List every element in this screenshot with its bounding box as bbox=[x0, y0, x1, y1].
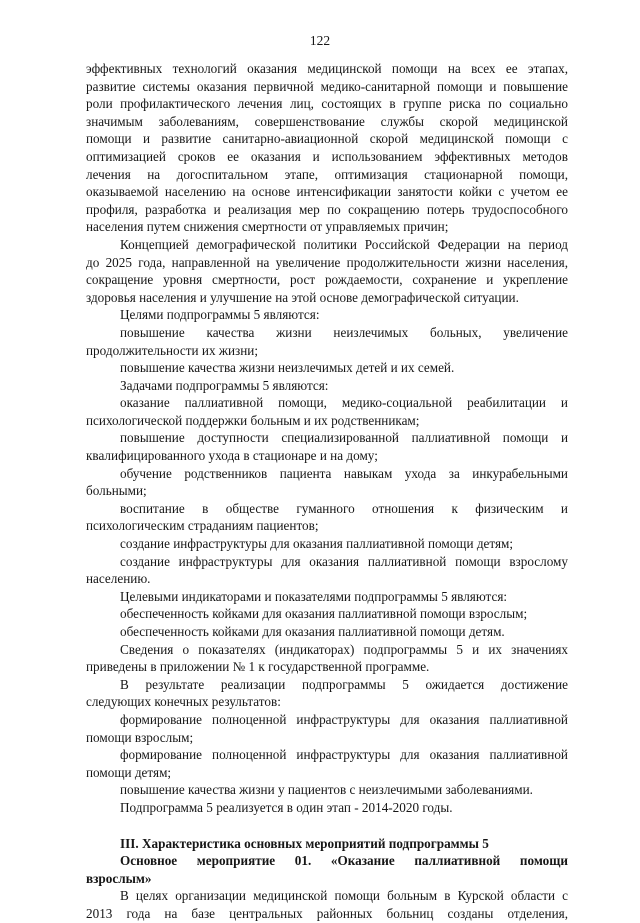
text-line: Концепцией демографической политики Российской Федерации на период bbox=[120, 236, 568, 252]
text-line: Сведения о показателях (индикаторах) подпрограммы 5 и их значениях bbox=[120, 641, 568, 657]
text-line: Целями подпрограммы 5 являются: bbox=[120, 307, 320, 323]
text-line: В результате реализации подпрограммы 5 ожидается достижение bbox=[120, 676, 568, 692]
text-line: оказываемой населению на основе интенсификации занятости койки с учетом ее bbox=[86, 184, 568, 200]
paragraph-gap bbox=[86, 817, 568, 835]
text-line: формирование полноценной инфраструктуры для оказания паллиативной bbox=[120, 711, 568, 727]
text-line: населения путем снижения смертности от управляемых причин; bbox=[86, 219, 449, 235]
text-line: значимым заболеваниям, совершенствование службы скорой медицинской bbox=[86, 113, 568, 129]
text-line: здоровья населения и улучшение на этой основе демографической ситуации. bbox=[86, 289, 519, 305]
text-line: сокращение уровня смертности, рост рождаемости, сохранение и укрепление bbox=[86, 272, 568, 288]
text-line: воспитание в обществе гуманного отношения к физическим и bbox=[120, 500, 568, 516]
text-line: повышение качества жизни неизлечимых детей и их семей. bbox=[120, 360, 455, 376]
text-line: населению. bbox=[86, 571, 151, 587]
text-line: до 2025 года, направленной на увеличение продолжительности жизни населения, bbox=[86, 254, 568, 270]
text-line: Подпрограмма 5 реализуется в один этап - 2014-2020 годы. bbox=[120, 799, 453, 815]
page-number: 122 bbox=[309, 33, 331, 48]
text-line: помощи и развитие санитарно-авиационной скорой медицинской помощи с bbox=[86, 131, 568, 147]
text-line: В целях организации медицинской помощи больным в Курской области с bbox=[120, 888, 568, 904]
section-heading-line: взрослым» bbox=[86, 870, 152, 886]
text-line: больными; bbox=[86, 483, 147, 499]
document-body bbox=[86, 60, 568, 923]
text-line: профиля, разработка и реализация мер по сокращению потерь трудоспособного bbox=[86, 201, 568, 217]
text-line: помощи детям; bbox=[86, 764, 172, 780]
text-line: развитие системы оказания первичной медико-санитарной помощи и повышение bbox=[86, 78, 568, 94]
text-line: оказание паллиативной помощи, медико-социальной реабилитации и bbox=[120, 395, 568, 411]
section-heading-line: III. Характеристика основных мероприятий подпрограммы 5 bbox=[120, 835, 489, 851]
text-line: психологической поддержки больным и их родственникам; bbox=[86, 412, 420, 428]
text-line: Целевыми индикаторами и показателями подпрограммы 5 являются: bbox=[120, 588, 508, 604]
text-line: продолжительности их жизни; bbox=[86, 342, 259, 358]
text-line: оптимизацией сроков ее оказания и использованием эффективных методов bbox=[86, 148, 568, 164]
text-line: обеспеченность койками для оказания паллиативной помощи детям. bbox=[120, 624, 505, 639]
text-line: обучение родственников пациента навыкам ухода за инкурабельными bbox=[120, 465, 568, 481]
text-line: создание инфраструктуры для оказания паллиативной помощи детям; bbox=[120, 536, 514, 552]
text-line: квалифицированного ухода в стационаре и на дому; bbox=[86, 448, 378, 464]
section-heading-line: Основное мероприятие 01. «Оказание паллиативной помощи bbox=[120, 853, 568, 869]
text-line: повышение качества жизни неизлечимых больных, увеличение bbox=[120, 324, 568, 340]
text-line: повышение качества жизни у пациентов с неизлечимыми заболеваниями. bbox=[120, 782, 533, 798]
text-line: помощи взрослым; bbox=[86, 729, 194, 745]
text-line: психологическим страданиям пациентов; bbox=[86, 518, 319, 534]
text-line: 2013 года на базе центральных районных больниц созданы отделения, bbox=[86, 905, 568, 921]
text-line: формирование полноценной инфраструктуры для оказания паллиативной bbox=[120, 747, 568, 763]
text-line: лечения на догоспитальном этапе, оптимизация стационарной помощи, bbox=[86, 166, 568, 182]
text-line: создание инфраструктуры для оказания паллиативной помощи взрослому bbox=[120, 553, 568, 569]
text-line: следующих конечных результатов: bbox=[86, 694, 281, 710]
text-line: обеспеченность койками для оказания паллиативной помощи взрослым; bbox=[120, 606, 528, 622]
text-line: повышение доступности специализированной паллиативной помощи и bbox=[120, 430, 568, 446]
text-line: Задачами подпрограммы 5 являются: bbox=[120, 377, 329, 393]
text-line: приведены в приложении № 1 к государственной программе. bbox=[86, 659, 430, 675]
text-line: роли профилактического лечения лиц, состоящих в группе риска по социально bbox=[86, 96, 568, 112]
text-line: эффективных технологий оказания медицинской помощи на всех ее этапах, bbox=[86, 61, 568, 76]
